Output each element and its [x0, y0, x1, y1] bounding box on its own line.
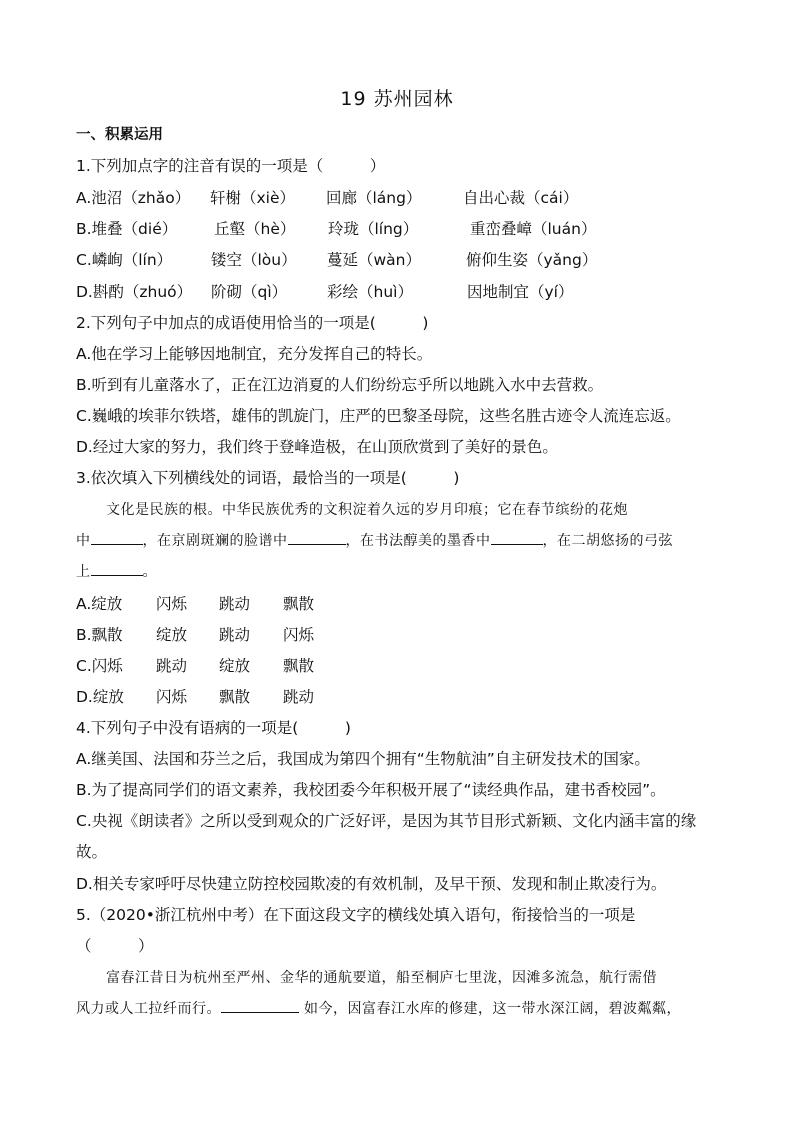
q1-c-item: 俯仰生姿（yǎng）: [466, 251, 598, 269]
q1-a-item: A.池沼（zhǎo）: [76, 189, 191, 207]
q1-d-item: 阶砌（qì）: [211, 283, 288, 301]
q1-c-item: C.嶙峋（lín）: [76, 251, 173, 269]
section-heading: 一、积累运用: [76, 127, 163, 143]
q3-a-word: 跳动: [219, 595, 251, 613]
q1-d-item: D.斟酌（zhuó）: [76, 283, 193, 301]
q2-option-a: A.他在学习上能够因地制宜，充分发挥自己的特长。: [76, 345, 433, 363]
q3-d-word: D.绽放: [76, 688, 124, 706]
q3-d-word: 飘散: [219, 688, 251, 706]
q3-passage-line-2: [76, 530, 718, 550]
q3-passage-line-3: [76, 561, 718, 581]
q3-b-word: 闪烁: [283, 626, 315, 644]
answer-blank[interactable]: [221, 998, 299, 1013]
q1-b-item: 玲珑（líng）: [328, 220, 419, 238]
q3-a-word: A.绽放: [76, 595, 123, 613]
q3-passage-text: 上: [76, 564, 91, 580]
q3-passage-line-1: 文化是民族的根。中华民族优秀的文积淀着久远的岁月印痕；它在春节缤纷的花炮: [106, 502, 628, 518]
q4-option-c: C.央视《朗读者》之所以受到观众的广泛好评，是因为其节目形式新颖、文化内涵丰富的缘: [76, 812, 697, 830]
q1-a-item: 轩榭（xiè）: [210, 189, 296, 207]
q1-a-item: 回廊（láng）: [326, 189, 422, 207]
q3-passage-text: ，在京剧斑斓的脸谱中: [142, 533, 288, 549]
q3-c-word: 飘散: [283, 657, 315, 675]
q4-option-b: B.为了提高同学们的语文素养，我校团委今年积极开展了“读经典作品，建书香校园”。: [76, 781, 666, 799]
q5-paren: （ ）: [76, 937, 154, 955]
q1-a-item: 自出心裁（cái）: [463, 189, 579, 207]
q5-stem: 5.（2020•浙江杭州中考）在下面这段文字的横线处填入语句，衔接恰当的一项是: [76, 906, 636, 924]
page-title: 19 苏州园林: [340, 88, 454, 110]
q4-option-d: D.相关专家呼吁尽快建立防控校园欺凌的有效机制，及早干预、发现和制止欺凌行为。: [76, 875, 667, 893]
q2-option-b: B.听到有儿童落水了，正在江边消夏的人们纷纷忘乎所以地跳入水中去营救。: [76, 376, 604, 394]
q3-d-word: 闪烁: [156, 688, 188, 706]
q1-b-item: B.堆叠（dié）: [76, 220, 178, 238]
q3-b-word: B.飘散: [76, 626, 123, 644]
q1-d-item: 彩绘（huì）: [327, 283, 413, 301]
answer-blank[interactable]: [91, 530, 143, 545]
q1-c-item: 蔓延（wàn）: [327, 251, 421, 269]
q5-passage-line-2: [76, 998, 718, 1018]
q3-stem: 3.依次填入下列横线处的词语，最恰当的一项是( ): [76, 469, 460, 487]
q3-a-word: 飘散: [283, 595, 315, 613]
q4-stem: 4.下列句子中没有语病的一项是( ): [76, 719, 351, 737]
q1-c-item: 镂空（lòu）: [211, 251, 297, 269]
q1-stem: 1.下列加点字的注音有误的一项是（ ）: [76, 157, 386, 175]
q3-passage-text: 中: [76, 533, 91, 549]
q2-option-d: D.经过大家的努力，我们终于登峰造极，在山顶欣赏到了美好的景色。: [76, 438, 558, 456]
q4-option-a: A.继美国、法国和芬兰之后，我国成为第四个拥有“生物航油”自主研发技术的国家。: [76, 750, 650, 768]
q1-b-item: 重峦叠嶂（luán）: [470, 220, 597, 238]
answer-blank[interactable]: [91, 561, 143, 576]
q5-passage-line-1: 富春江昔日为杭州至严州、金华的通航要道，船至桐庐七里泷，因滩多流急，航行需借: [106, 970, 657, 986]
answer-blank[interactable]: [288, 530, 346, 545]
q3-d-word: 跳动: [283, 688, 315, 706]
q3-b-word: 跳动: [219, 626, 251, 644]
q3-c-word: 跳动: [156, 657, 188, 675]
q3-a-word: 闪烁: [156, 595, 188, 613]
answer-blank[interactable]: [491, 530, 543, 545]
q3-passage-text: 。: [142, 564, 157, 580]
q1-d-item: 因地制宜（yí）: [467, 283, 574, 301]
q2-stem: 2.下列句子中加点的成语使用恰当的一项是( ): [76, 314, 429, 332]
q3-b-word: 绽放: [156, 626, 188, 644]
q3-c-word: 绽放: [219, 657, 251, 675]
q5-passage-text: 风力或人工拉纤而行。: [76, 1001, 221, 1017]
q3-passage-text: ，在二胡悠扬的弓弦: [542, 533, 673, 549]
q4-option-c-cont: 故。: [76, 843, 108, 861]
q1-b-item: 丘壑（hè）: [214, 220, 296, 238]
q2-option-c: C.巍峨的埃菲尔铁塔，雄伟的凯旋门，庄严的巴黎圣母院，这些名胜古迹令人流连忘返。: [76, 407, 681, 425]
q5-passage-text: 如今，因富春江水库的修建，这一带水深江阔，碧波粼粼，: [303, 1001, 681, 1017]
q3-passage-text: ，在书法醇美的墨香中: [345, 533, 491, 549]
q3-c-word: C.闪烁: [76, 657, 123, 675]
